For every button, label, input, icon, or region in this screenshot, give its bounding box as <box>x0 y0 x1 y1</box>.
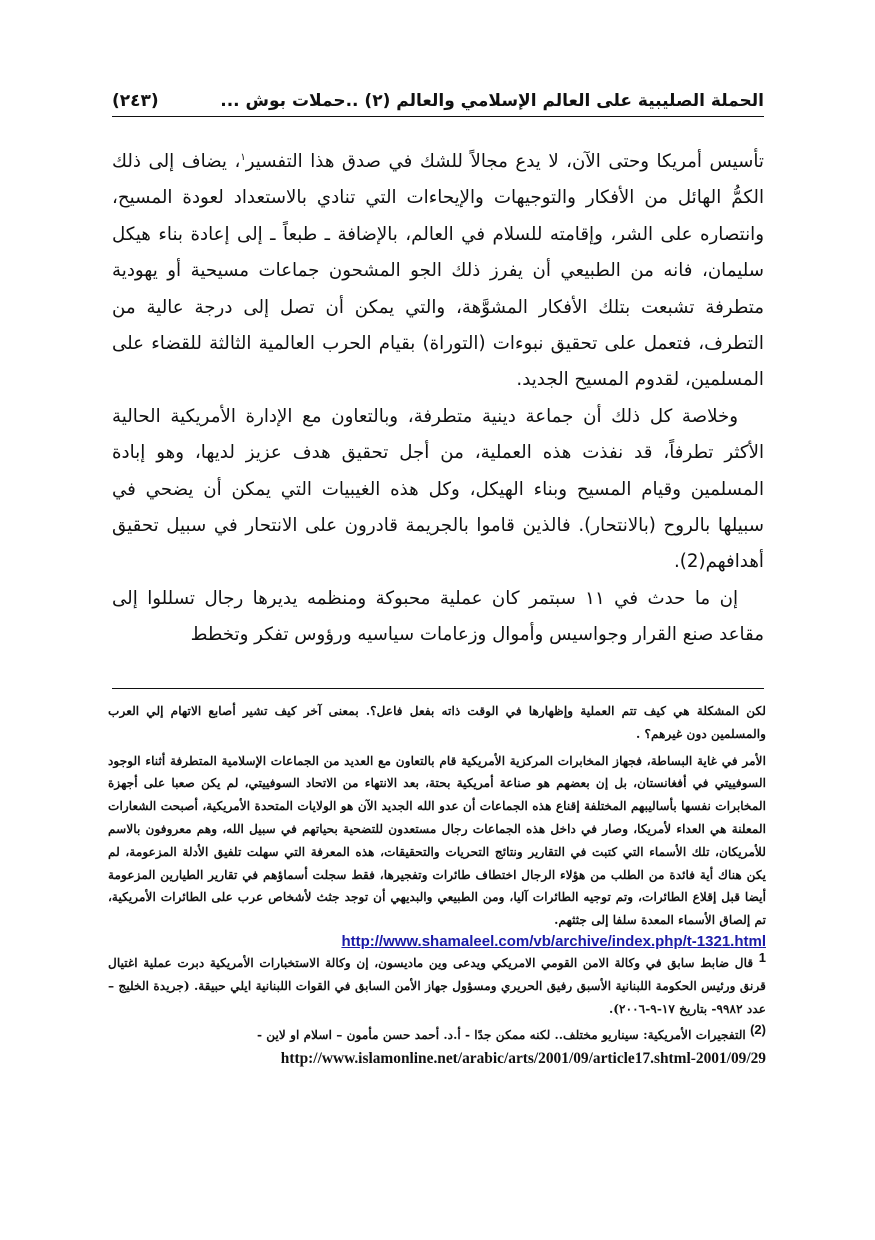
page-number: (٢٤٣) <box>112 91 159 111</box>
main-text <box>112 144 764 654</box>
paragraph-1-start: تأسيس أمريكا وحتى الآن، لا يدع مجالاً للشك في صدق هذا التفسير <box>245 151 764 172</box>
footnote-2-number: (2) <box>750 1022 766 1038</box>
footnote-ref-1[interactable]: ١ <box>240 151 246 163</box>
paragraph-1 <box>112 144 764 399</box>
footnote-1 <box>108 949 766 1020</box>
paragraph-2: وخلاصة كل ذلك أن جماعة دينية متطرفة، وبالتعاون مع الإدارة الأمريكية الحالية الأكثر تطرفاً، قد نفذت هذه العملية، من أجل تحقيق هدف عزيز لديها، وهو إبادة المسلمين وقيام المسيح وبناء الهيكل، وكل هذه الغيبيات التي يمكن أن يضحي في سبيلها بالروح (بالانتحار). فالذين قاموا بالجريمة قادرون على الانتحار في سبيل تحقيق أهدافهم(2). <box>112 405 764 573</box>
shamaleel-link[interactable]: http://www.shamaleel.com/vb/archive/index.php/t-1321.html <box>341 932 766 950</box>
footnote-2 <box>108 1024 766 1047</box>
header-rule <box>112 116 764 117</box>
footnote-text-b: الأمر في غاية البساطة، فجهاز المخابرات المركزية الأمريكية قام بالتعاون مع العديد من الجماعات الإسلامية المتطرفة أثناء الوجود السوفييتي في أفغانستان، بل إن بعضهم هو صناعة أمريكية بحتة، بعد الانتهاء من الاتحاد السوفييتي، لم يكن صعبا على أجهزة المخابرات نفسها بأساليبهم المختلفة إقناع هذه الجماعات أن عدو الله الجديد الآن هو الولايات المتحدة الأمريكية، أصبحت الشعارات المعلنة هي العداء لأمريكا، وصار في داخل هذه الجماعات رجال مستعدون للتضحية بحياتهم في سبيل الله، وهم معروفون بالاسم للأمريكان، تلك الأسماء التي كتبت في التقارير ونتائج التحريات والتحقيقات، هذه المعرفة التي سهلت تلفيق الأدلة المزعومة، لم يكن هناك أية فائدة من الطلب من هؤلاء الرجال اختطاف طائرات وتفجيرها، فقط سجلت أسماؤهم في تقارير الطيارين المزعومة أيضا قبل إقلاع الطائرات، وتم توجيه الطائرات آليا، ومن الطبيعي والبديهي أن توجد جثث لأشخاص عرب على الطائرات الأمريكية، تم إلصاق الأسماء المعدة سلفا إلى جثثهم. <box>108 753 766 928</box>
paragraph-3: إن ما حدث في ١١ سبتمر كان عملية محبوكة ومنظمه يديرها رجال تسللوا إلى مقاعد صنع القرار وجواسيس وأموال وزعامات سياسيه ورؤوس تفكر وتخطط <box>112 587 764 646</box>
islamonline-url[interactable]: http://www.islamonline.net/arabic/arts/2001/09/article17.shtml-2001/09/29 <box>280 1050 766 1068</box>
footnote-text-a: لكن المشكلة هي كيف تتم العملية وإظهارها في الوقت ذاته بفعل فاعل؟. بمعنى آخر كيف تشير أصابع الاتهام إلي العرب والمسلمين دون غيرهم؟ . <box>108 704 766 741</box>
header-title: الحملة الصليبية على العالم الإسلامي والعالم (٢) ..حملات بوش ... <box>220 91 764 111</box>
footnote-1-text: قال ضابط سابق في وكالة الامن القومي الامريكي ويدعى وين ماديسون، إن وكالة الاستخبارات الأمريكية دبرت عملية اغتيال قرنق ورئيس الحكومة اللبنانية الأسبق رفيق الحريري ومسؤول جهاز الأمن السابق في القوات اللبنانية ايلي حبيقة. (جريدة الخليج – عدد ٩٩٨٢- بتاريخ ١٧-٩-٢٠٠٦). <box>108 955 766 1016</box>
footnote-2-text: التفجيرات الأمريكية: سيناريو مختلف.. لكنه ممكن جدًا - أ.د. أحمد حسن مأمون – اسلام او لاين - <box>256 1028 746 1043</box>
footnote-1-number: 1 <box>758 949 766 965</box>
footnote-separator <box>112 688 764 689</box>
paragraph-1-rest: ، يضاف إلى ذلك الكمُّ الهائل من الأفكار والتوجيهات والإيحاءات التي تنادي بالاستعداد لعودة المسيح، وانتصاره على الشر، وإقامته للسلام في العالم، بالإضافة ـ طبعاً ـ إلى إعادة بناء هيكل سليمان، فانه من الطبيعي أن يفرز ذلك الجو المشحون جماعات مسيحية أو يهودية متطرفة تشبعت بتلك الأفكار المشوَّهة، والتي يمكن أن تصل إلى درجة عالية من التطرف، فتعمل على تحقيق نبوءات (التوراة) بقيام الحرب العالمية الثالثة للقضاء على المسلمين، لقدوم المسيح الجديد. <box>112 151 764 391</box>
footnotes <box>108 700 766 1071</box>
running-header <box>112 88 764 114</box>
